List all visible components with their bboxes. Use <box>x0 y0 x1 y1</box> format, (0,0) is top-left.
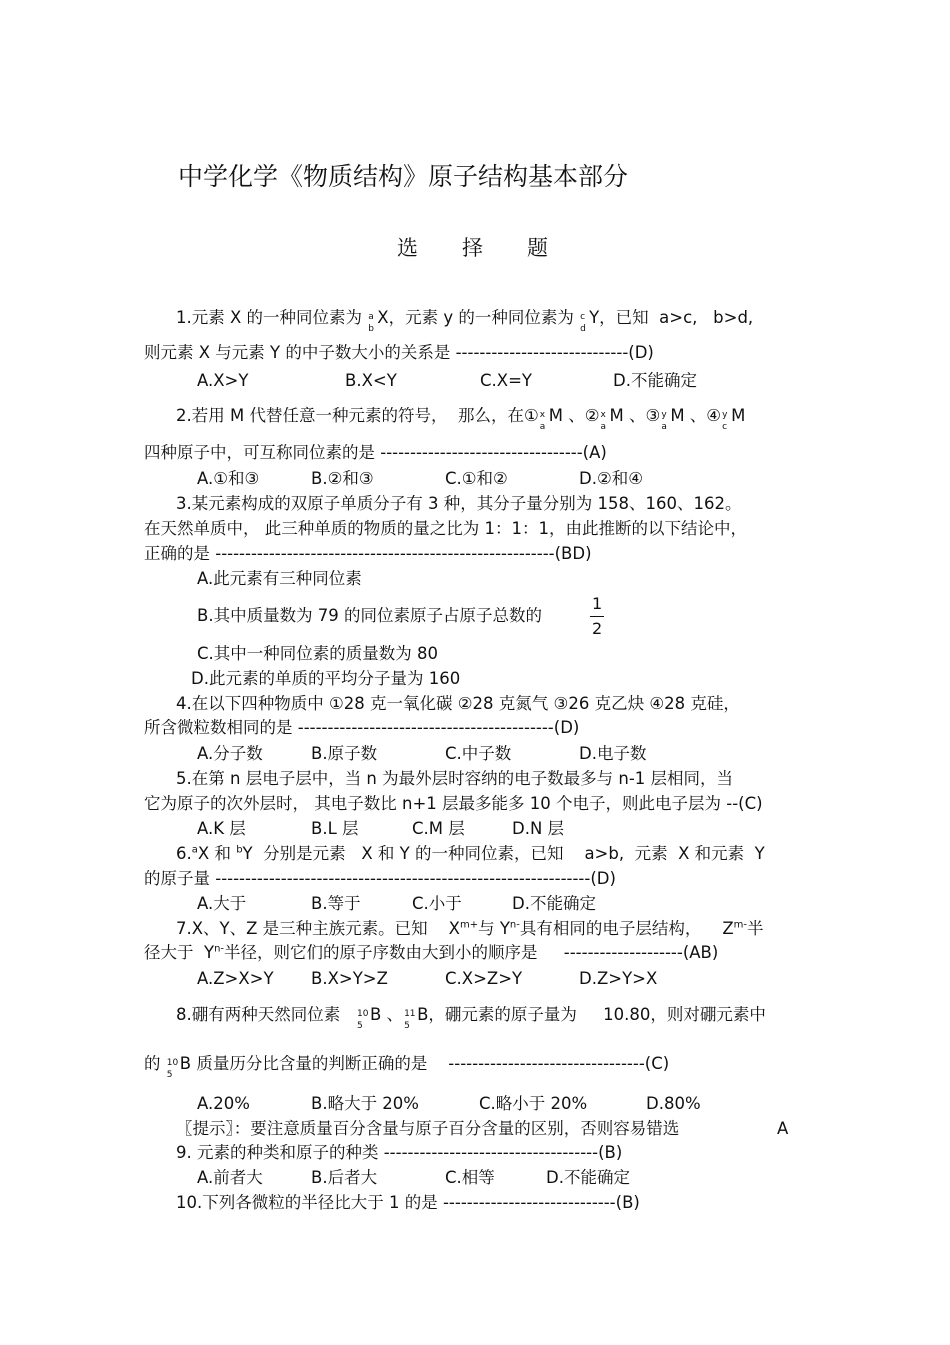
isotope-notation: y a <box>661 409 667 432</box>
isotope-notation: 10 5 <box>166 1057 179 1080</box>
q6-line2: 的原子量 ---------------------------------------------------------------(D) <box>144 869 616 888</box>
q8-line1: 8.硼有两种天然同位素 10 5 B 、 11 5 B，硼元素的原子量为 10.80，则对硼元素中 <box>176 1005 766 1031</box>
q6-option-d: D.不能确定 <box>512 894 596 913</box>
q3-line3: 正确的是 ---------------------------------------------------------(BD) <box>144 544 592 563</box>
q3-option-b: B.其中质量数为 79 的同位素原子占原子总数的 <box>197 606 543 625</box>
q1-line1: 1.元素 X 的一种同位素为 a b X，元素 y 的一种同位素为 c d Y，已知 a>c, b>d, <box>176 308 754 334</box>
q5-option-b: B.L 层 <box>311 819 359 838</box>
q4-option-c: C.中子数 <box>445 744 512 763</box>
q5-line1: 5.在第 n 层电子层中，当 n 为最外层时容纳的电子数最多与 n-1 层相同，当 <box>176 769 734 788</box>
q3-line2: 在天然单质中， 此三种单质的物质的量之比为 1：1：1，由此推断的以下结论中， <box>144 519 747 538</box>
q10-line1: 10.下列各微粒的半径比大于 1 的是 -----------------------------(B) <box>176 1193 640 1212</box>
q1-option-c: C.X=Y <box>480 371 532 390</box>
q6-line1: 6.$^a$X 和 $^b$Y 分别是元素 X 和 Y 的一种同位素，已知 a>b, 元素 X 和元素 Y <box>176 844 765 863</box>
fraction-numerator: 1 <box>592 594 603 613</box>
q5-option-a: A.K 层 <box>197 819 246 838</box>
q1-option-b: B.X<Y <box>345 371 397 390</box>
q9-option-b: B.后者大 <box>311 1168 378 1187</box>
q9-option-d: D.不能确定 <box>546 1168 630 1187</box>
q1-line2: 则元素 X 与元素 Y 的中子数大小的关系是 -----------------------------(D) <box>144 343 654 362</box>
q7-option-b: B.X>Y>Z <box>311 969 388 988</box>
q8-option-d: D.80% <box>646 1094 701 1113</box>
q5-line2: 它为原子的次外层时， 其电子数比 n+1 层最多能多 10 个电子，则此电子层为 --(C) <box>144 794 763 813</box>
q2-line1: 2.若用 M 代替任意一种元素的符号， 那么，在① x a M 、② x a M 、③ y a M 、④ y c M <box>176 406 746 432</box>
q2-option-d: D.②和④ <box>579 469 644 488</box>
q6-option-c: C.小于 <box>412 894 462 913</box>
q4-option-a: A.分子数 <box>197 744 263 763</box>
isotope-notation: 11 5 <box>404 1008 416 1031</box>
q4-line2: 所含微粒数相同的是 -------------------------------------------(D) <box>144 718 580 737</box>
isotope-notation: 10 5 <box>356 1008 369 1031</box>
q4-line1: 4.在以下四种物质中 ①28 克一氧化碳 ②28 克氮气 ③26 克乙炔 ④28 克硅， <box>176 694 740 713</box>
isotope-notation: x a <box>539 409 546 432</box>
q7-line2: 径大于 $Y^{n-}$半径，则它们的原子序数由大到小的顺序是 --------------------(AB) <box>144 943 719 962</box>
isotope-notation: y c <box>722 409 728 432</box>
q6-option-b: B.等于 <box>311 894 361 913</box>
q1-option-a: A.X>Y <box>197 371 249 390</box>
section-char: 择 <box>462 236 483 260</box>
q8-hint-answer: A <box>777 1119 789 1138</box>
q3-option-c: C.其中一种同位素的质量数为 80 <box>197 644 439 663</box>
q7-option-c: C.X>Z>Y <box>445 969 523 988</box>
q9-line1: 9. 元素的种类和原子的种类 ------------------------------------(B) <box>176 1143 623 1162</box>
q8-line2: 的 10 5 B 质量历分比含量的判断正确的是 ---------------------------------(C) <box>144 1054 670 1080</box>
q4-option-d: D.电子数 <box>579 744 647 763</box>
q2-line2: 四种原子中，可互称同位素的是 ----------------------------------(A) <box>144 443 607 462</box>
q3-option-d: D.此元素的单质的平均分子量为 160 <box>191 669 461 688</box>
q5-option-c: C.M 层 <box>412 819 465 838</box>
q4-option-b: B.原子数 <box>311 744 378 763</box>
q6-option-a: A.大于 <box>197 894 247 913</box>
isotope-notation: a b <box>368 311 374 334</box>
q9-option-c: C.相等 <box>445 1168 495 1187</box>
section-heading <box>397 232 592 262</box>
q8-option-a: A.20% <box>197 1094 250 1113</box>
q3-option-a: A.此元素有三种同位素 <box>197 569 362 588</box>
section-char: 选 <box>397 236 418 260</box>
q2-option-a: A.①和③ <box>197 469 260 488</box>
fraction-bar <box>590 616 604 617</box>
fraction-denominator: 2 <box>592 619 603 638</box>
q1-option-d: D.不能确定 <box>613 371 697 390</box>
isotope-notation: x a <box>600 409 607 432</box>
q3-line1: 3.某元素构成的双原子单质分子有 3 种，其分子量分别为 158、160、162。 <box>176 494 742 513</box>
q8-option-c: C.略小于 20% <box>479 1094 588 1113</box>
q8-option-b: B.略大于 20% <box>311 1094 419 1113</box>
q9-option-a: A.前者大 <box>197 1168 263 1187</box>
q7-line1: 7.X、Y、Z 是三种主族元素。已知 $X^{m+}$与 $Y^{n-}$具有相同的电子层结构， $Z^{m-}$半 <box>176 919 764 938</box>
q7-option-d: D.Z>Y>X <box>579 969 658 988</box>
q2-option-c: C.①和② <box>445 469 508 488</box>
section-char: 题 <box>527 236 548 260</box>
isotope-notation: c d <box>580 311 586 334</box>
document-title: 中学化学《物质结构》原子结构基本部分 <box>178 162 629 191</box>
q8-hint: 〖提示〗：要注意质量百分含量与原子百分含量的区别，否则容易错选 <box>176 1119 680 1138</box>
q2-option-b: B.②和③ <box>311 469 374 488</box>
q7-option-a: A.Z>X>Y <box>197 969 274 988</box>
q5-option-d: D.N 层 <box>512 819 565 838</box>
